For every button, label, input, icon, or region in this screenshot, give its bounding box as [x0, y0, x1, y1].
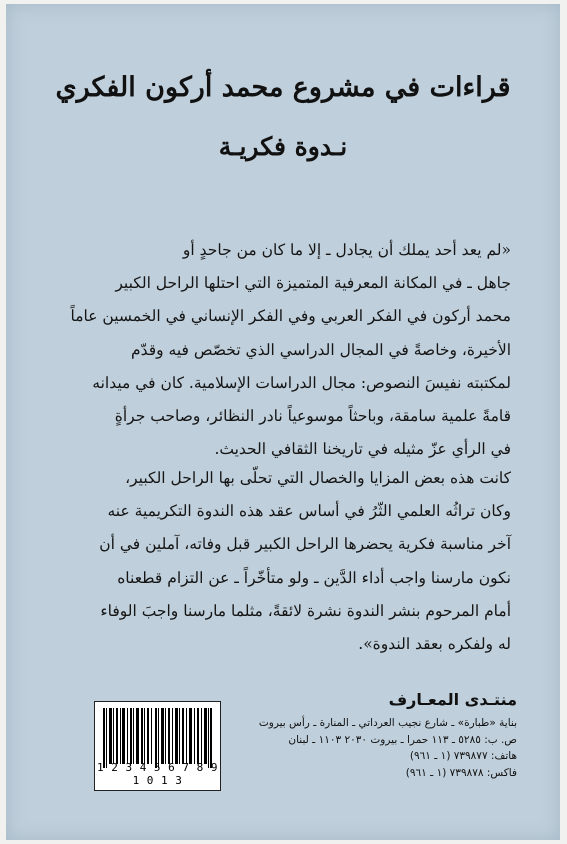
- text-line: في الرأي عزّ مثيله في تاريخنا الثقافي الحديث.: [214, 440, 511, 459]
- publisher-po-box: ص. ب: ٥٢٨٥ ـ ١١٣ حمرا ـ بيروت ٢٠٣٠ ١١٠٣ ـ لبنان: [288, 733, 517, 746]
- text-line: كانت هذه بعض المزايا والخصال التي تحلّى بها الراحل الكبير،: [125, 469, 511, 487]
- text-line: أمام المرحوم بنشر الندوة نشرة لائقةً، مثلما مارسنا واجبَ الوفاء: [100, 601, 511, 620]
- barcode-number: 1 2 3 4 5 6 7 8 9 1 0 1 3: [96, 761, 219, 787]
- text-line: له ولفكره بعقد الندوة».: [358, 635, 511, 654]
- text-line: «لم يعد أحد يملك أن يجادل ـ إلا ما كان من جاحدٍ أو: [182, 241, 511, 259]
- barcode: [94, 701, 221, 791]
- barcode-bars: [103, 708, 212, 768]
- text-line: آخر مناسبة فكرية يحضرها الراحل الكبير قبل وفاته، آملين في أن: [99, 535, 511, 554]
- text-line: لمكتبته نفيسَ النصوص: مجال الدراسات الإسلامية. كان في ميدانه: [92, 373, 511, 392]
- text-line: الأخيرة، وخاصةً في المجال الدراسي الذي تخصّص فيه وقدّم: [131, 340, 511, 359]
- text-line: وكان تراثُه العلمي الثّرُ في أساس عقد هذه الندوة التكريمية عنه: [107, 502, 511, 521]
- blurb-paragraph-2: [54, 462, 511, 661]
- text-line: جاهل ـ في المكانة المعرفية المتميزة التي احتلها الراحل الكبير: [115, 274, 511, 293]
- text-line: قامةً علمية سامقة، وباحثاً موسوعياً نادر النظائر، وصاحب جرأةٍ: [114, 407, 511, 426]
- book-title: قراءات في مشروع محمد أركون الفكري: [55, 72, 511, 103]
- blurb-paragraph-1: [54, 234, 511, 466]
- back-cover: [6, 4, 560, 840]
- publisher-address: بناية «طبارة» ـ شارع نجيب العرداتي ـ المنارة ـ رأس بيروت: [258, 717, 517, 729]
- publisher-phone: هاتف: ٧٣٩٨٧٧ (١ ـ ٩٦١): [409, 750, 517, 762]
- publisher-info: [217, 690, 517, 781]
- publisher-name: منتـدى المعـارف: [388, 690, 517, 709]
- publisher-fax: فاكس: ٧٣٩٨٧٨ (١ ـ ٩٦١): [405, 766, 517, 779]
- text-line: نكون مارسنا واجب أداء الدَّين ـ ولو متأخّراً ـ عن التزام قطعناه: [117, 568, 511, 587]
- text-line: محمد أركون في الفكر العربي وفي الفكر الإنساني في الخمسين عاماً: [70, 307, 511, 326]
- book-subtitle: نـدوة فكريـة: [218, 132, 348, 161]
